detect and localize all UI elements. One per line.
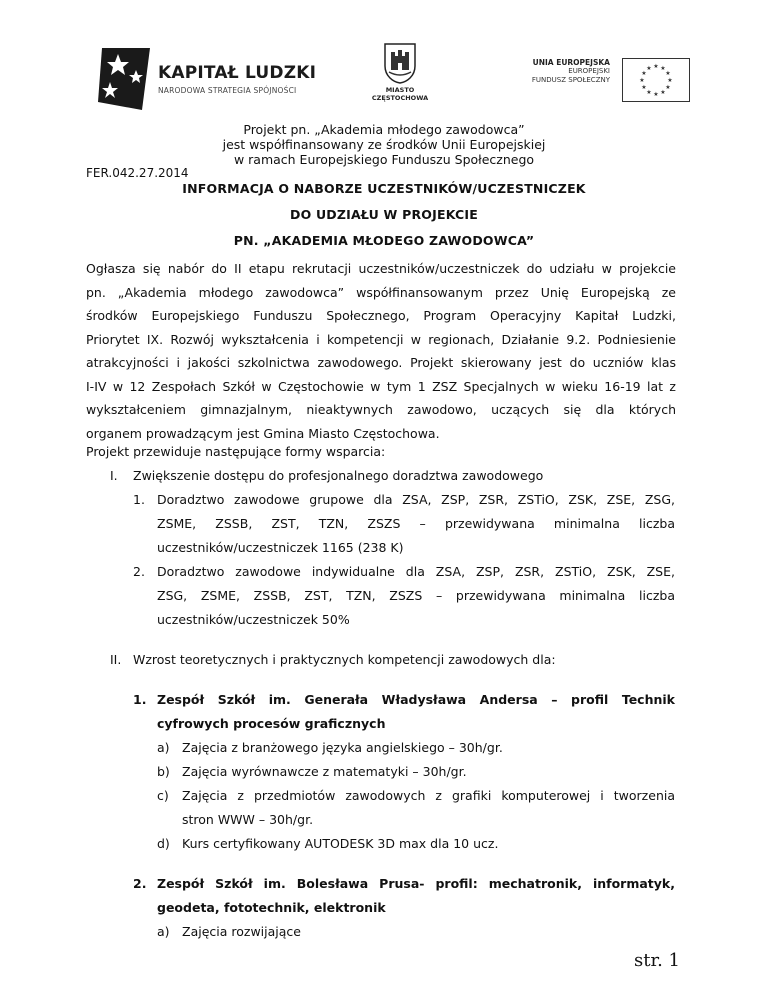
heading-line-1: INFORMACJA O NABORZE UCZESTNIKÓW/UCZESTNICZEK [182,181,586,196]
section2-title: Wzrost teoretycznych i praktycznych kompetencji zawodowych dla: [133,652,556,667]
svg-text:★: ★ [653,63,659,70]
list-item-line: ZSME, ZSSB, ZST, TZN, ZSZS – przewidywana minimalna liczba [157,516,675,531]
activity-marker: a) [157,740,170,755]
svg-text:★: ★ [665,70,671,77]
section2-marker: II. [110,652,122,667]
city-logo-line1: MIASTO [385,86,415,94]
reference-number: FER.042.27.2014 [86,166,189,180]
eu-flag-icon [622,58,690,102]
svg-text:★: ★ [641,70,647,77]
list-item-line: ZSG, ZSME, ZSSB, ZST, TZN, ZSZS – przewidywana minimalna liczba [157,588,675,603]
activity-line: stron WWW – 30h/gr. [182,812,314,827]
forms-intro: Projekt przewiduje następujące formy wsparcia: [86,444,386,459]
activity-marker: a) [157,924,170,939]
activity-marker: b) [157,764,170,779]
paragraph-line: I-IV w 12 Zespołach Szkół w Częstochowie w tym 1 ZSZ Specjalnych w wieku 16-19 lat z [86,378,676,394]
kapital-ludzki-emblem-icon [96,44,154,114]
page-number: str. 1 [634,950,680,971]
project-intro-line: w ramach Europejskiego Funduszu Społecznego [233,152,535,167]
list-item-line: uczestników/uczestniczek 1165 (238 K) [157,540,404,555]
project-intro [0,122,768,167]
svg-text:★: ★ [660,89,666,96]
svg-text:★: ★ [667,77,673,84]
paragraph-line: środków Europejskiego Funduszu Społecznego, Program Operacyjny Kapitał Ludzki, [86,308,676,323]
activity-marker: c) [157,788,169,803]
project-intro-line: jest współfinansowany ze środków Unii Europejskiej [222,137,546,152]
list-item-line: Doradztwo zawodowe indywidualne dla ZSA, ZSP, ZSR, ZSTiO, ZSK, ZSE, [157,564,675,579]
school-marker: 1. [133,692,147,707]
heading-line-2: DO UDZIAŁU W PROJEKCIE [290,207,478,222]
paragraph-line: atrakcyjności i jakości szkolnictwa zawodowego. Projekt skierowany jest do uczniów klas [86,355,676,370]
svg-text:★: ★ [660,65,666,72]
list-marker: 1. [133,492,145,507]
school-name-line: Zespół Szkół im. Generała Władysława Andersa – profil Technik [157,692,675,707]
paragraph-line: Ogłasza się nabór do II etapu rekrutacji uczestników/uczestniczek do udziału w projekcie [86,261,676,276]
activity-line: Zajęcia rozwijające [182,924,301,939]
activity-line: Kurs certyfikowany AUTODESK 3D max dla 10 ucz. [182,836,499,851]
svg-text:★: ★ [653,91,659,98]
paragraph-line: Priorytet IX. Rozwój wykształcenia i kompetencji w regionach, Działanie 9.2. Podniesienie [86,331,676,347]
eu-logo-line1: UNIA EUROPEJSKA [532,58,610,67]
kapital-ludzki-subtitle: NARODOWA STRATEGIA SPÓJNOŚCI [158,86,297,95]
city-logo-line2: CZĘSTOCHOWA [371,94,429,102]
svg-text:★: ★ [639,77,645,84]
activity-line: Zajęcia z przedmiotów zawodowych z grafiki komputerowej i tworzenia [182,788,675,803]
section1-marker: I. [110,468,118,483]
paragraph-line: wykształceniem gimnazjalnym, nieaktywnych zawodowo, uczących się dla których [86,402,676,417]
svg-text:★: ★ [665,84,671,91]
section1-title: Zwiększenie dostępu do profesjonalnego doradztwa zawodowego [133,468,544,483]
list-item-line: Doradztwo zawodowe grupowe dla ZSA, ZSP, ZSR, ZSTiO, ZSK, ZSE, ZSG, [157,492,675,507]
svg-text:★: ★ [641,84,647,91]
paragraph-line: pn. „Akademia młodego zawodowca” współfinansowanym przez Unię Europejską ze [86,284,676,300]
list-item-line: uczestników/uczestniczek 50% [157,612,350,627]
school-name-line: Zespół Szkół im. Bolesława Prusa- profil: mechatronik, informatyk, [157,876,675,891]
eu-logo-line3: FUNDUSZ SPOŁECZNY [531,76,610,84]
project-intro-line: Projekt pn. „Akademia młodego zawodowca” [243,122,525,137]
list-marker: 2. [133,564,145,579]
svg-text:★: ★ [646,89,652,96]
eu-logo-line2: EUROPEJSKI [568,67,610,75]
city-logo [370,42,430,122]
svg-text:★: ★ [646,65,652,72]
school-name-line: geodeta, fototechnik, elektronik [157,900,386,915]
intro-paragraph [86,257,676,445]
eu-logo [510,58,690,98]
city-crest-icon [383,42,417,84]
school-name-line: cyfrowych procesów graficznych [157,716,386,731]
heading-line-3: PN. „AKADEMIA MŁODEGO ZAWODOWCA” [233,233,535,248]
activity-line: Zajęcia z branżowego języka angielskiego – 30h/gr. [182,740,503,755]
activity-marker: d) [157,836,170,851]
kapital-ludzki-title: KAPITAŁ LUDZKI [158,63,317,83]
paragraph-line: organem prowadzącym jest Gmina Miasto Częstochowa. [86,425,440,441]
kapital-ludzki-logo [96,44,336,114]
activity-line: Zajęcia wyrównawcze z matematyki – 30h/gr. [182,764,467,779]
school-marker: 2. [133,876,147,891]
